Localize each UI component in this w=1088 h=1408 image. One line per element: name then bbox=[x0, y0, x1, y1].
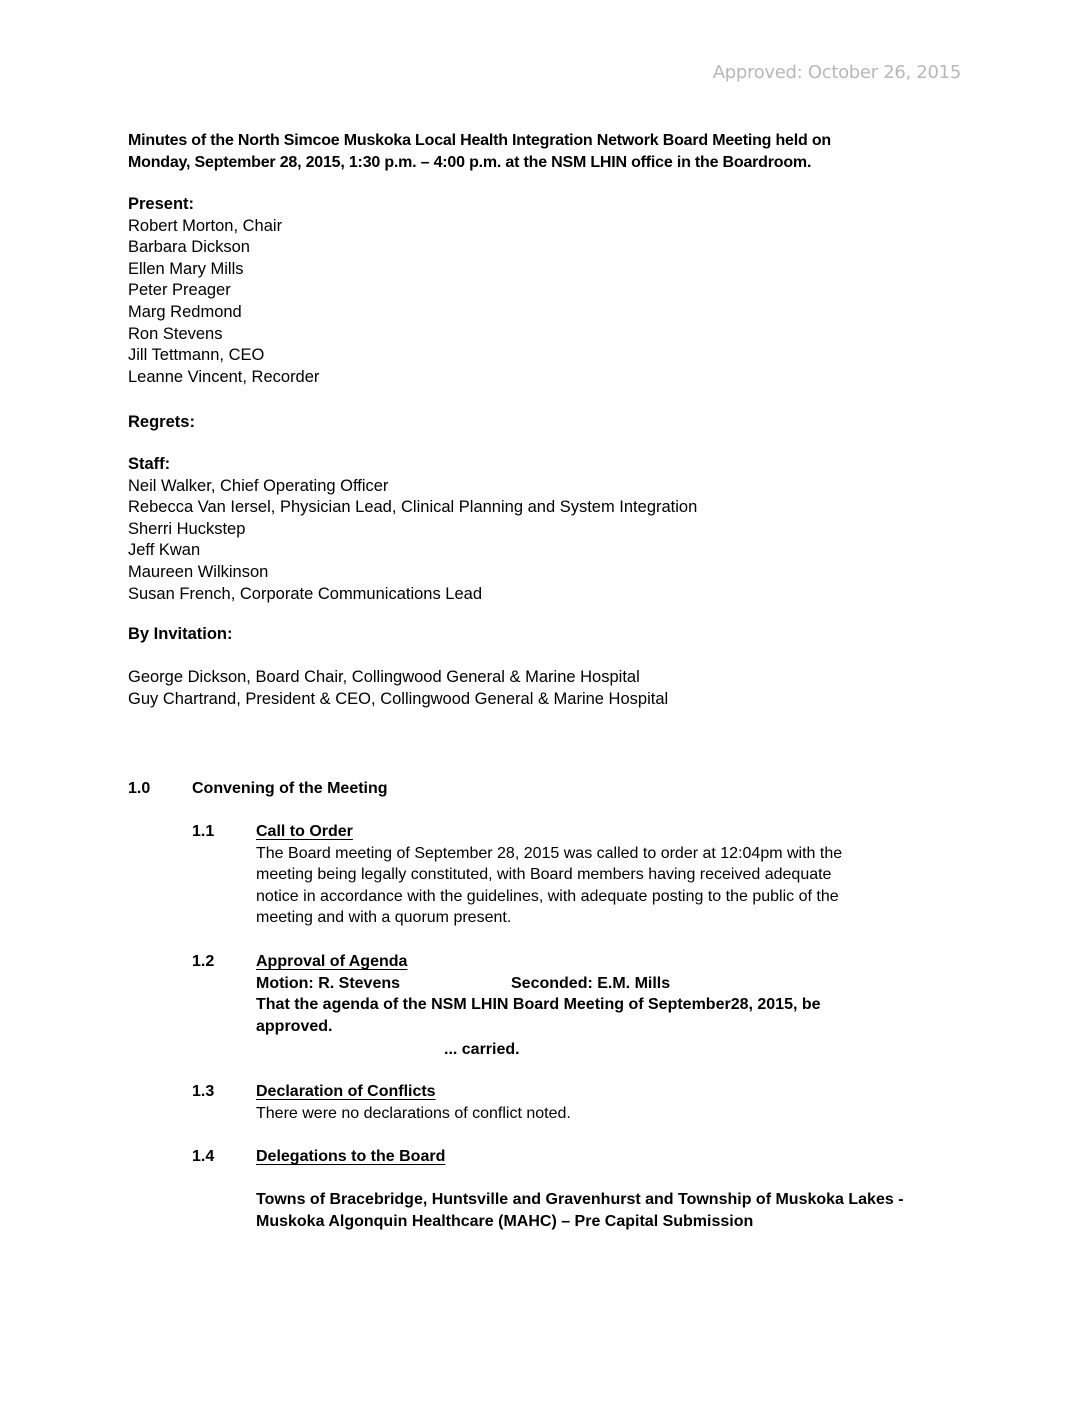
section-heading: Convening of the Meeting bbox=[192, 780, 388, 797]
regrets-label: Regrets: bbox=[128, 413, 195, 431]
motion-line bbox=[256, 973, 976, 995]
section-number: 1.0 bbox=[128, 780, 151, 797]
paragraph-line: notice in accordance with the guidelines, with adequate posting to the public of the bbox=[256, 887, 839, 905]
section-number: 1.3 bbox=[192, 1083, 215, 1100]
section-number: 1.1 bbox=[192, 823, 215, 840]
list-item: Leanne Vincent, Recorder bbox=[128, 367, 320, 386]
list-item: Sherri Huckstep bbox=[128, 519, 246, 538]
invitation-label: By Invitation: bbox=[128, 625, 233, 643]
delegation-line: Muskoka Algonquin Healthcare (MAHC) – Pre Capital Submission bbox=[256, 1212, 754, 1230]
invitation-list bbox=[128, 624, 668, 710]
present-label: Present: bbox=[128, 195, 195, 213]
list-item: Susan French, Corporate Communications Lead bbox=[128, 584, 483, 603]
resolution-line: That the agenda of the NSM LHIN Board Meeting of September28, 2015, be bbox=[256, 996, 821, 1014]
title-line-2: Monday, September 28, 2015, 1:30 p.m. – 4:00 p.m. at the NSM LHIN office in the Boardroom. bbox=[128, 154, 812, 171]
list-item: Jeff Kwan bbox=[128, 541, 201, 560]
paragraph-line: The Board meeting of September 28, 2015 was called to order at 12:04pm with the bbox=[256, 844, 843, 862]
list-item: Ron Stevens bbox=[128, 324, 223, 343]
list-item: Rebecca Van Iersel, Physician Lead, Clinical Planning and System Integration bbox=[128, 498, 698, 517]
list-item: Barbara Dickson bbox=[128, 238, 250, 257]
paragraph-line: There were no declarations of conflict noted. bbox=[256, 1104, 571, 1122]
list-item: Peter Preager bbox=[128, 281, 231, 300]
section-number: 1.4 bbox=[192, 1148, 215, 1165]
list-item: Ellen Mary Mills bbox=[128, 259, 244, 278]
list-item: Jill Tettmann, CEO bbox=[128, 346, 265, 365]
resolution-line: approved. bbox=[256, 1017, 333, 1035]
title-line-1: Minutes of the North Simcoe Muskoka Local Health Integration Network Board Meeting held on bbox=[128, 132, 831, 149]
section-heading: Declaration of Conflicts bbox=[256, 1083, 436, 1100]
staff-label: Staff: bbox=[128, 455, 171, 473]
regrets-section bbox=[128, 412, 195, 434]
list-item: Robert Morton, Chair bbox=[128, 216, 283, 235]
present-list bbox=[128, 194, 319, 388]
section-heading: Call to Order bbox=[256, 823, 353, 840]
list-item: Guy Chartrand, President & CEO, Collingwood General & Marine Hospital bbox=[128, 689, 669, 708]
minutes-title bbox=[128, 130, 958, 174]
section-heading: Approval of Agenda bbox=[256, 953, 408, 970]
list-item: Marg Redmond bbox=[128, 302, 242, 321]
staff-list bbox=[128, 454, 697, 605]
delegation-line: Towns of Bracebridge, Huntsville and Gravenhurst and Township of Muskoka Lakes - bbox=[256, 1191, 904, 1209]
motion-mover: Motion: R. Stevens bbox=[256, 974, 401, 992]
list-item: Neil Walker, Chief Operating Officer bbox=[128, 476, 389, 495]
list-item: Maureen Wilkinson bbox=[128, 562, 269, 581]
list-item: George Dickson, Board Chair, Collingwood General & Marine Hospital bbox=[128, 668, 640, 687]
paragraph-line: meeting and with a quorum present. bbox=[256, 909, 512, 927]
approved-stamp: Approved: October 26, 2015 bbox=[712, 62, 961, 83]
carried-note: ... carried. bbox=[444, 1041, 520, 1059]
paragraph-line: meeting being legally constituted, with Board members having received adequate bbox=[256, 866, 832, 884]
section-heading: Delegations to the Board bbox=[256, 1148, 446, 1165]
section-number: 1.2 bbox=[192, 953, 215, 970]
motion-seconder: Seconded: E.M. Mills bbox=[511, 974, 671, 992]
